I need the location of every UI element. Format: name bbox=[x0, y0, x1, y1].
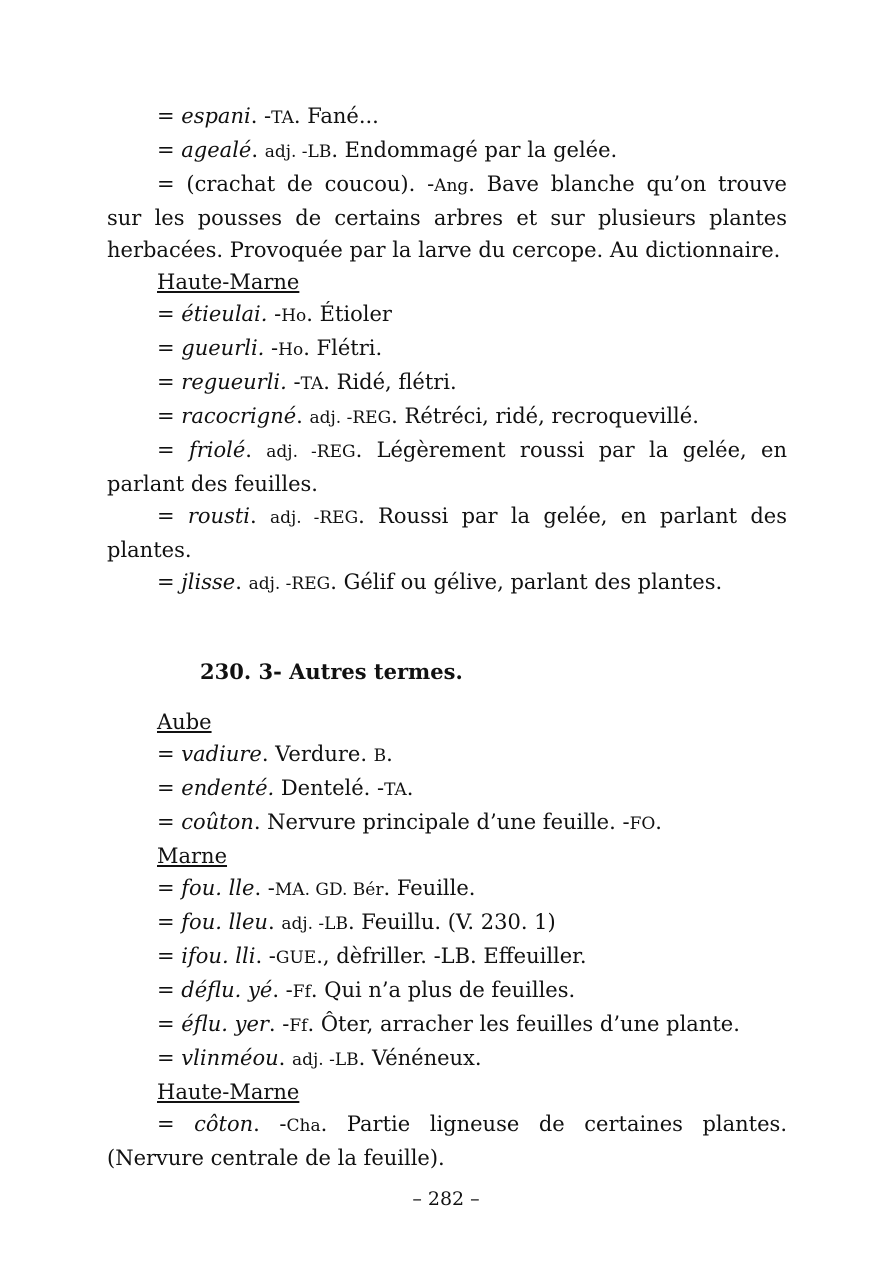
entry-pre: = bbox=[157, 876, 182, 900]
entry-sc: Ho bbox=[278, 340, 304, 360]
entry-pre: = bbox=[157, 570, 182, 594]
entry-sc: MA. GD. Bér bbox=[274, 880, 384, 900]
entry-post: . Qui n’a plus de feuilles. bbox=[310, 978, 576, 1002]
entry-post: . Flétri. bbox=[303, 336, 383, 360]
entry-pre: = bbox=[157, 302, 182, 326]
entry-pre: = bbox=[157, 742, 182, 766]
entry-post: . Ôter, arracher les feuilles d’une plante. bbox=[307, 1012, 740, 1036]
entry-post: . Partie ligneuse de certaines plantes. (Nervure centrale de la feuille). bbox=[107, 1112, 787, 1170]
entry-mid: . Nervure principale d’une feuille. - bbox=[253, 810, 630, 834]
entry-post: . Légèrement roussi par la gelée, en parlant des feuilles. bbox=[107, 438, 787, 496]
entry-mid: . bbox=[296, 404, 310, 428]
entry bbox=[107, 500, 787, 566]
entry-it: fou. lleu bbox=[181, 910, 268, 934]
entry-it: endenté. bbox=[181, 776, 275, 800]
entry-it: regueurli. bbox=[181, 370, 287, 394]
entry bbox=[107, 434, 787, 500]
entry-it: déflu. yé bbox=[181, 978, 273, 1002]
region-haute-marne: Haute-Marne bbox=[157, 270, 300, 294]
entry-pre: = bbox=[157, 910, 182, 934]
entries-haute-marne bbox=[107, 298, 787, 600]
entry-mid: . - bbox=[272, 978, 293, 1002]
region-haute-marne-2: Haute-Marne bbox=[157, 1080, 300, 1104]
entry-sc: adj. -REG bbox=[309, 408, 392, 428]
entry-it: espani bbox=[181, 104, 251, 128]
entry-post: . Roussi par la gelée, en parlant des plantes. bbox=[107, 504, 788, 562]
entry bbox=[107, 134, 787, 168]
entry-mid: - bbox=[264, 336, 279, 360]
entry-post: . bbox=[386, 742, 393, 766]
entry bbox=[107, 738, 787, 772]
entry bbox=[107, 1108, 787, 1174]
entry bbox=[107, 772, 787, 806]
entry-pre: = bbox=[157, 370, 182, 394]
entries-top bbox=[107, 100, 787, 266]
entry bbox=[107, 566, 787, 600]
entry-pre: = bbox=[157, 776, 182, 800]
entry-sc: Ho bbox=[281, 306, 307, 326]
entry-mid: . - bbox=[268, 1012, 290, 1036]
entry-pre: = bbox=[157, 810, 182, 834]
entry-mid: . - bbox=[254, 876, 275, 900]
entry bbox=[107, 400, 787, 434]
entries-aube bbox=[107, 738, 787, 840]
entry bbox=[107, 1042, 787, 1076]
page-body bbox=[107, 100, 787, 1174]
entry-sc: adj. -REG bbox=[248, 574, 331, 594]
entry-pre: = bbox=[157, 138, 182, 162]
entry-it: vlinméou bbox=[181, 1046, 279, 1070]
entry bbox=[107, 974, 787, 1008]
region-marne: Marne bbox=[157, 844, 228, 868]
entry-it: étieulai. bbox=[181, 302, 268, 326]
entry bbox=[107, 806, 787, 840]
entry-post: ., dèfriller. -LB. Effeuiller. bbox=[316, 944, 587, 968]
entry-post: . Gélif ou gélive, parlant des plantes. bbox=[330, 570, 723, 594]
entry-sc: adj. -REG bbox=[269, 508, 359, 528]
entry-pre: = bbox=[157, 1012, 182, 1036]
entry-it: fou. lle bbox=[181, 876, 255, 900]
entry-it: agealé bbox=[181, 138, 252, 162]
entry-it: éflu. yer bbox=[181, 1012, 269, 1036]
entry-post: . Rétréci, ridé, recroquevillé. bbox=[391, 404, 699, 428]
entry-it: côton bbox=[194, 1112, 254, 1136]
entry-post: . Étioler bbox=[306, 302, 392, 326]
entry-it: rousti bbox=[187, 504, 250, 528]
entry-sc: GUE bbox=[275, 948, 317, 968]
entry-it: racocrigné bbox=[181, 404, 297, 428]
entries-haute-marne-2 bbox=[107, 1108, 787, 1174]
entry-mid: . bbox=[250, 504, 270, 528]
entry bbox=[107, 100, 787, 134]
entry-sc: adj. -REG bbox=[266, 442, 356, 462]
entry-pre: = (crachat de coucou). - bbox=[157, 172, 435, 196]
entry-pre: = bbox=[157, 336, 182, 360]
entry bbox=[107, 906, 787, 940]
entry-sc: FO bbox=[629, 814, 656, 834]
entry-sc: B bbox=[373, 746, 387, 766]
entry-mid: Dentelé. - bbox=[274, 776, 385, 800]
entry-sc: Cha bbox=[286, 1116, 321, 1136]
entry-pre: = bbox=[157, 404, 182, 428]
entry-mid: . bbox=[267, 910, 282, 934]
entry-sc: adj. -LB bbox=[291, 1050, 359, 1070]
entry-sc: TA bbox=[271, 108, 294, 128]
page-number: – 282 – bbox=[412, 1188, 480, 1210]
entry bbox=[107, 298, 787, 332]
entry bbox=[107, 332, 787, 366]
entry-it: vadiure bbox=[181, 742, 262, 766]
entry-pre: = bbox=[157, 944, 182, 968]
entry-pre: = bbox=[157, 438, 189, 462]
entry-mid: - bbox=[267, 302, 282, 326]
entry-sc: Ff bbox=[292, 982, 311, 1002]
entry-mid: . bbox=[278, 1046, 292, 1070]
entry-post: . Ridé, flétri. bbox=[323, 370, 457, 394]
entry-it: gueurli. bbox=[181, 336, 265, 360]
entry-mid: . - bbox=[250, 104, 272, 128]
section-heading: 230. 3- Autres termes. bbox=[200, 659, 463, 684]
entry-sc: TA bbox=[300, 374, 324, 394]
entry-post: . Vénéneux. bbox=[358, 1046, 482, 1070]
entry-post: . bbox=[406, 776, 414, 800]
entry-pre: = bbox=[157, 104, 182, 128]
entry-mid: - bbox=[286, 370, 301, 394]
entry-sc: TA bbox=[384, 780, 407, 800]
entry-post: . bbox=[655, 810, 662, 834]
entry-pre: = bbox=[157, 504, 188, 528]
entry-post: . Endommagé par la gelée. bbox=[331, 138, 618, 162]
entry-mid: . Verdure. bbox=[261, 742, 374, 766]
entry-it: friolé bbox=[188, 438, 246, 462]
entry bbox=[107, 168, 787, 266]
entry-mid: . - bbox=[253, 1112, 287, 1136]
entry-mid: . bbox=[251, 138, 265, 162]
entry-post: . Feuille. bbox=[383, 876, 476, 900]
entry-post: . Feuillu. (V. 230. 1) bbox=[347, 910, 556, 934]
entry-pre: = bbox=[157, 978, 182, 1002]
entry-sc: adj. -LB bbox=[264, 142, 332, 162]
entry-mid: . bbox=[235, 570, 249, 594]
entry-mid: . - bbox=[255, 944, 276, 968]
entry-sc: Ang bbox=[434, 176, 469, 196]
entry bbox=[107, 940, 787, 974]
entry-mid: . bbox=[245, 438, 267, 462]
entries-marne bbox=[107, 872, 787, 1076]
entry-it: coûton bbox=[181, 810, 254, 834]
entry-sc: Ff bbox=[289, 1016, 308, 1036]
entry-post: . Bave blanche qu’on trouve sur les pousses de certains arbres et sur plusieurs plantes herbacées. Provoquée par la larve du cercope. Au dictionnaire. bbox=[107, 172, 787, 262]
entry bbox=[107, 1008, 787, 1042]
entry-it: jlisse bbox=[181, 570, 236, 594]
entry-post: . Fané... bbox=[293, 104, 379, 128]
region-aube: Aube bbox=[157, 710, 212, 734]
entry bbox=[107, 366, 787, 400]
entry-it: ifou. lli bbox=[181, 944, 256, 968]
entry-pre: = bbox=[157, 1046, 182, 1070]
entry-pre: = bbox=[157, 1112, 195, 1136]
entry-sc: adj. -LB bbox=[281, 914, 348, 934]
entry bbox=[107, 872, 787, 906]
